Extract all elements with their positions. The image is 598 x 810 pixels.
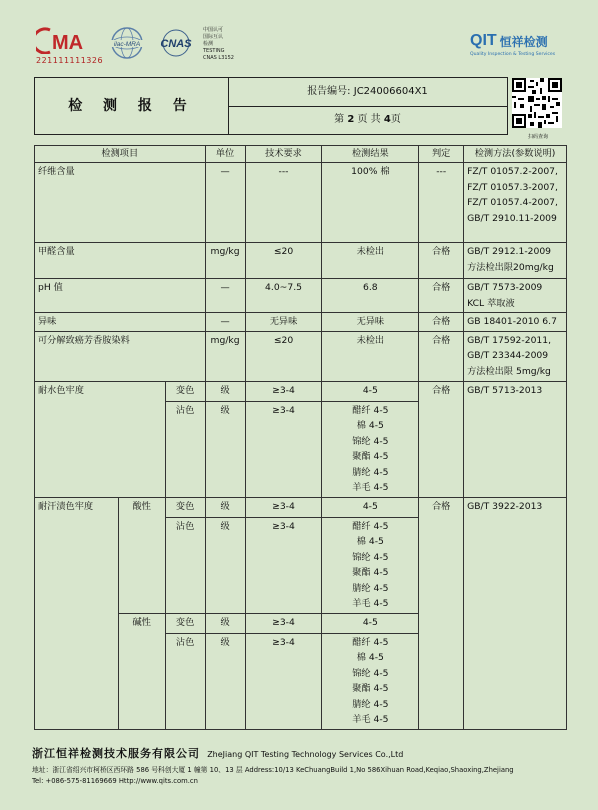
qit-logo (470, 31, 570, 51)
ilac-mra-logo (108, 26, 146, 60)
table-row: 沾色 级 ≥3-4 醋纤 4-5 棉 4-5 锦纶 4-5 聚酯 4-5 腈纶 4-5 羊毛 4-5 (35, 401, 567, 497)
report-title: 检 测 报 告 (35, 78, 229, 134)
footer-company (32, 745, 572, 761)
col-header-result: 检测结果 (322, 146, 419, 163)
table-row: 碱性 变色 级 ≥3-4 4-5 (35, 613, 567, 633)
qr-caption: 扫码查询 (527, 134, 548, 140)
qit-brand: QIT (470, 32, 497, 49)
table-row: 纤维含量 — --- 100% 棉 --- FZ/T 01057.2-2007, FZ/T 01057.3-2007, FZ/T 01057.4-2007, GB/T 2910.11-2009 (35, 163, 567, 243)
company-name-cn: 浙江恒祥检测技术服务有限公司 (32, 747, 200, 760)
qit-tagline: Quality Inspection & Testing Services (470, 52, 556, 57)
footer-contact (32, 765, 572, 787)
stain-results: 醋纤 4-5 棉 4-5 锦纶 4-5 聚酯 4-5 腈纶 4-5 羊毛 4-5 (322, 633, 419, 729)
company-name-en: ZheJiang QIT Testing Technology Services Co.,Ltd (207, 750, 404, 759)
cma-logo (36, 26, 94, 54)
method-cell: GB/T 7573-2009 KCL 萃取液 (464, 279, 567, 313)
table-row: 耐水色牢度 变色 级 ≥3-4 4-5 合格 GB/T 5713-2013 (35, 381, 567, 401)
col-header-verdict: 判定 (419, 146, 464, 163)
table-row: 异味 — 无异味 无异味 合格 GB 18401-2010 6.7 (35, 313, 567, 332)
col-header-unit: 单位 (205, 146, 245, 163)
table-row: 可分解致癌芳香胺染料 mg/kg ≤20 未检出 合格 GB/T 17592-2011, GB/T 23344-2009 方法检出限 5mg/kg (35, 331, 567, 381)
table-header-row (35, 146, 567, 163)
cma-code: 221111111326 (36, 56, 104, 65)
company-tel-web: Tel: +086-575-81169669 Http://www.qits.com.cn (32, 777, 198, 785)
svg-text:ilac-MRA: ilac-MRA (113, 41, 141, 48)
table-row: 甲醛含量 mg/kg ≤20 未检出 合格 GB/T 2912.1-2009 方法检出限20mg/kg (35, 243, 567, 279)
cnas-logo (152, 28, 200, 58)
col-header-requirement: 技术要求 (245, 146, 322, 163)
table-row: 沾色 级 ≥3-4 醋纤 4-5 棉 4-5 锦纶 4-5 聚酯 4-5 腈纶 4-5 羊毛 4-5 (35, 517, 567, 613)
report-number: 报告编号: JC24006604X1 (228, 78, 507, 107)
report-header-box (34, 77, 508, 135)
stain-results: 醋纤 4-5 棉 4-5 锦纶 4-5 聚酯 4-5 腈纶 4-5 羊毛 4-5 (322, 401, 419, 497)
method-cell: GB 18401-2010 6.7 (464, 313, 567, 332)
method-cell: FZ/T 01057.2-2007, FZ/T 01057.3-2007, FZ/T 01057.4-2007, GB/T 2910.11-2009 (464, 163, 567, 243)
col-header-method: 检测方法(参数说明) (464, 146, 567, 163)
qr-code-icon[interactable] (512, 78, 562, 128)
svg-text:MA: MA (52, 32, 84, 54)
page-indicator: 第 2 页 共 4页 (334, 114, 401, 125)
company-address: 地址：浙江省绍兴市柯桥区西环路 586 号科创大厦 1 幢第 10、13 层 Address:10/13 KeChuangBuild 1,No 586Xihuan Road,Keqiao,Shaoxing,Zhejiang (32, 766, 514, 774)
table-row: pH 值 — 4.0~7.5 6.8 合格 GB/T 7573-2009 KCL 萃取液 (35, 279, 567, 313)
svg-text:CNAS: CNAS (160, 38, 192, 50)
cnas-accreditation-text: 中国认可 国际互认 检测 TESTING CNAS L3152 (203, 27, 234, 61)
table-row: 沾色 级 ≥3-4 醋纤 4-5 棉 4-5 锦纶 4-5 聚酯 4-5 腈纶 4-5 羊毛 4-5 (35, 633, 567, 729)
method-cell: GB/T 5713-2013 (464, 381, 567, 497)
stain-results: 醋纤 4-5 棉 4-5 锦纶 4-5 聚酯 4-5 腈纶 4-5 羊毛 4-5 (322, 517, 419, 613)
test-results-table (34, 145, 567, 730)
qit-name: 恒祥检测 (499, 34, 548, 49)
method-cell: GB/T 2912.1-2009 方法检出限20mg/kg (464, 243, 567, 279)
method-cell: GB/T 17592-2011, GB/T 23344-2009 方法检出限 5mg/kg (464, 331, 567, 381)
col-header-item: 检测项目 (35, 146, 206, 163)
method-cell: GB/T 3922-2013 (464, 497, 567, 729)
table-row: 耐汗渍色牢度 酸性 变色 级 ≥3-4 4-5 合格 GB/T 3922-2013 (35, 497, 567, 517)
